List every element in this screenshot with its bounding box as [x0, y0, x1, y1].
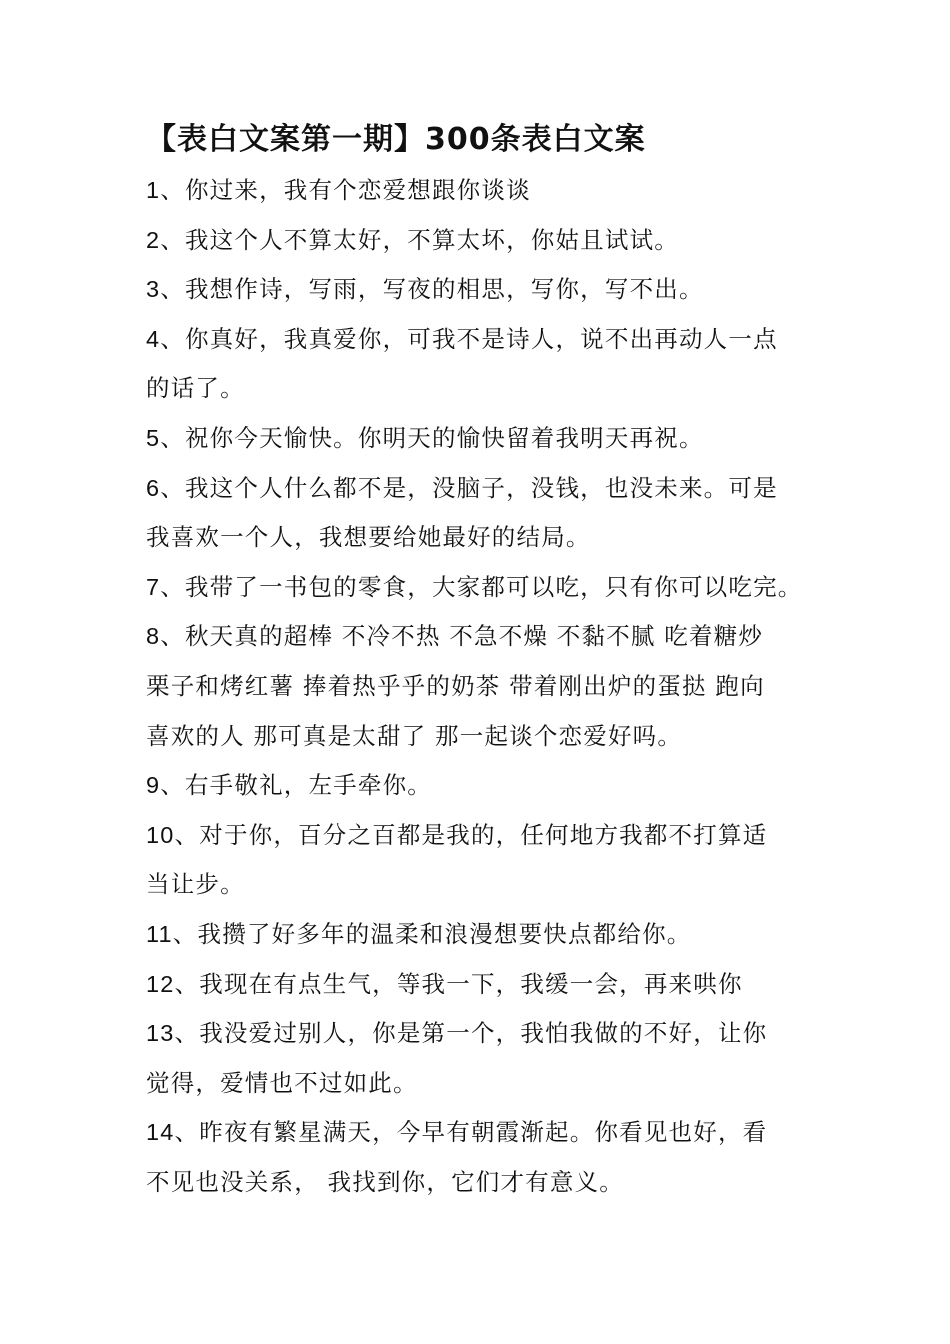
list-item-text: 我这个人什么都不是，没脑子，没钱，也没未来。可是 [184, 473, 778, 502]
list-item [146, 464, 811, 563]
list-item [146, 1009, 811, 1108]
list-item-line [146, 761, 811, 811]
list-item [146, 1108, 811, 1207]
list-item-separator: 、 [160, 572, 185, 601]
list-item-text: 我没爱过别人，你是第一个，我怕我做的不好，让你 [199, 1019, 768, 1048]
list-item [146, 811, 811, 910]
list-item-line [146, 513, 811, 563]
list-item-text: 觉得，爱情也不过如此。 [146, 1068, 418, 1097]
list-item-line [146, 712, 811, 762]
list-item-number: 8 [146, 623, 161, 650]
list-item-number: 12 [146, 970, 175, 997]
list-item-number: 5 [146, 424, 161, 451]
list-item-separator: 、 [174, 969, 200, 998]
list-item-separator: 、 [160, 473, 185, 502]
list-item-separator: 、 [174, 1019, 200, 1048]
list-item-number: 10 [146, 821, 175, 848]
list-item-number: 11 [146, 920, 173, 947]
document-title: 【表白文案第一期】300条表白文案 [146, 122, 646, 157]
list-item-separator: 、 [160, 324, 185, 353]
list-item [146, 315, 811, 414]
list-item-text: 我带了一书包的零食，大家都可以吃，只有你可以吃完。 [184, 572, 803, 601]
list-item-line [146, 1158, 811, 1208]
list-item-text: 我喜欢一个人，我想要给她最好的结局。 [146, 523, 591, 552]
list-item-text: 喜欢的人 那可真是太甜了 那一起谈个恋爱好吗。 [146, 721, 683, 750]
list-item-number: 9 [146, 772, 161, 799]
list-item-number: 2 [146, 226, 161, 253]
list-item-separator: 、 [160, 275, 185, 304]
list-item-separator: 、 [160, 622, 185, 651]
list-item-text: 祝你今天愉快。你明天的愉快留着我明天再祝。 [184, 423, 704, 452]
list-item-text: 你过来，我有个恋爱想跟你谈谈 [184, 176, 531, 204]
list-item-line [146, 860, 811, 910]
list-item-text: 的话了。 [146, 374, 245, 403]
list-item-text: 对于你，百分之百都是我的，任何地方我都不打算适 [199, 820, 768, 849]
list-item-text: 秋天真的超棒 不冷不热 不急不燥 不黏不腻 吃着糖炒 [184, 622, 764, 651]
list-item-line [146, 612, 811, 662]
list-item-line [146, 464, 811, 514]
list-item-text: 当让步。 [146, 870, 245, 899]
list-item-line [146, 662, 811, 712]
list-item [146, 960, 811, 1010]
list-item-line [146, 960, 811, 1010]
list-item-separator: 、 [174, 820, 200, 849]
list-item-number: 7 [146, 573, 161, 600]
list-item-separator: 、 [160, 225, 185, 254]
list-item [146, 563, 811, 613]
list-item-text: 昨夜有繁星满天，今早有朝霞渐起。你看见也好，看 [199, 1118, 768, 1147]
list-item-line [146, 910, 811, 960]
list-item [146, 761, 811, 811]
list-item-separator: 、 [160, 423, 185, 452]
list-item-text: 栗子和烤红薯 捧着热乎乎的奶茶 带着刚出炉的蛋挞 跑向 [146, 671, 765, 700]
list-item-number: 14 [146, 1119, 175, 1146]
list-item-line [146, 811, 811, 861]
list-item-text: 右手敬礼，左手牵你。 [184, 771, 432, 800]
list-item-line [146, 216, 811, 266]
list-item-text: 我这个人不算太好，不算太坏，你姑且试试。 [184, 225, 679, 254]
list-item-line [146, 315, 811, 365]
list-item-line [146, 1009, 811, 1059]
list-item [146, 265, 811, 315]
list-item-separator: 、 [160, 771, 185, 800]
list-item-line [146, 414, 811, 464]
list-item-number: 6 [146, 474, 161, 501]
list-item [146, 216, 811, 266]
list-item-number: 4 [146, 325, 161, 352]
list-item [146, 910, 811, 960]
list-item-text: 我攒了好多年的温柔和浪漫想要快点都给你。 [197, 919, 692, 948]
list-item-line [146, 1108, 811, 1158]
list-item-line [146, 265, 811, 315]
list-item-separator: 、 [172, 919, 198, 948]
list-item [146, 166, 811, 216]
list-item-number: 3 [146, 276, 161, 303]
list-item-separator: 、 [174, 1118, 200, 1147]
list-item-number: 1 [146, 177, 161, 203]
list-item-line [146, 1059, 811, 1109]
list-item [146, 612, 811, 761]
document-body [146, 166, 811, 1207]
list-item-line [146, 364, 811, 414]
list-item [146, 414, 811, 464]
list-item-number: 13 [146, 1020, 175, 1047]
list-item-line [146, 563, 811, 613]
list-item-text: 你真好，我真爱你，可我不是诗人，说不出再动人一点 [184, 324, 778, 353]
list-item-separator: 、 [160, 176, 185, 204]
list-item-text: 不见也没关系， 我找到你，它们才有意义。 [146, 1167, 624, 1196]
list-item-text: 我想作诗，写雨，写夜的相思，写你，写不出。 [184, 275, 704, 304]
list-item-text: 我现在有点生气，等我一下，我缓一会，再来哄你 [199, 969, 743, 998]
list-item-line [146, 166, 811, 216]
